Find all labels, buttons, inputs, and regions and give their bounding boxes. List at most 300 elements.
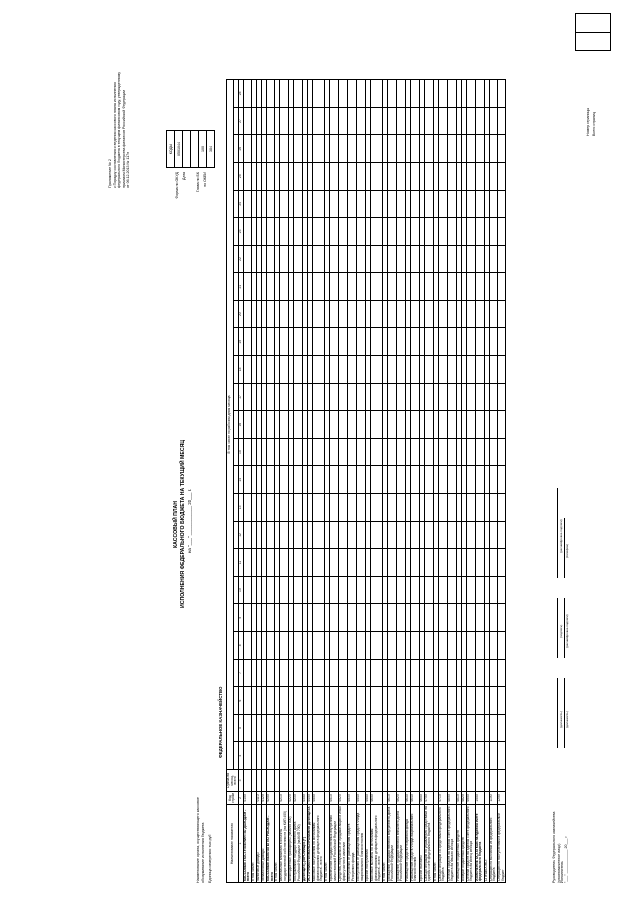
day-value-cell xyxy=(347,521,356,549)
day-value-cell xyxy=(280,273,289,301)
day-value-cell xyxy=(294,466,303,494)
day-value-cell xyxy=(338,245,347,273)
day-value-cell xyxy=(424,162,433,190)
day-value-cell xyxy=(370,659,382,687)
row-code: 0600 xyxy=(370,792,382,805)
day-value-cell xyxy=(466,245,475,273)
day-value-cell xyxy=(313,80,325,108)
row-code: 0800 xyxy=(447,792,456,805)
day-value-cell xyxy=(489,218,497,246)
day-value-cell xyxy=(475,494,484,522)
day-value-cell xyxy=(438,107,447,135)
attachment-line: к Порядку составления и ведения кассового плана исполнения xyxy=(112,82,117,188)
executor-position-caption: (должность) xyxy=(565,711,569,728)
day-value-cell xyxy=(410,521,419,549)
day-value-cell xyxy=(243,438,251,466)
day-value-cell xyxy=(313,549,325,577)
row-code: 0540 xyxy=(356,792,365,805)
day-value-cell xyxy=(329,218,338,246)
day-value-cell xyxy=(396,135,405,163)
table-row xyxy=(313,80,325,883)
day-value-cell xyxy=(489,521,497,549)
row-code: 0610 xyxy=(387,792,396,805)
row-code: 0100 xyxy=(243,792,251,805)
row-code: 0230 xyxy=(294,792,303,805)
day-value-cell xyxy=(396,80,405,108)
day-value-cell xyxy=(338,162,347,190)
day-value-cell xyxy=(280,742,289,770)
day-value-cell xyxy=(356,659,365,687)
day-value-cell xyxy=(424,549,433,577)
day-value-cell xyxy=(475,632,484,660)
day-value-cell xyxy=(424,742,433,770)
day-value-cell xyxy=(280,632,289,660)
day-value-cell xyxy=(243,190,251,218)
day-value-cell xyxy=(387,273,396,301)
day-value-cell xyxy=(475,162,484,190)
row-code: 0300 xyxy=(303,792,308,805)
day-value-cell xyxy=(438,218,447,246)
day-value-cell xyxy=(410,245,419,273)
day-value-cell xyxy=(338,80,347,108)
table-row xyxy=(243,80,251,883)
row-code: 0810 xyxy=(456,792,461,805)
day-value-cell xyxy=(410,135,419,163)
day-value-cell xyxy=(347,356,356,384)
table-header-row xyxy=(227,80,234,883)
column-number: 5 xyxy=(238,714,243,742)
day-value-cell xyxy=(266,604,274,632)
day-value-cell xyxy=(280,714,289,742)
row-name: Привлечение государственных внутренних заимствований Российской Федерации xyxy=(329,805,338,883)
codes-header: КОДЫ xyxy=(167,131,175,168)
table-row xyxy=(424,80,433,883)
table-row xyxy=(356,80,365,883)
day-value-cell xyxy=(424,218,433,246)
column-number: 8 xyxy=(238,632,243,660)
day-value-cell xyxy=(243,549,251,577)
row-name: Размещение средств Фонда национального благосостояния xyxy=(410,805,419,883)
day-value-cell xyxy=(294,632,303,660)
day-value-cell xyxy=(329,521,338,549)
day-value-cell xyxy=(338,190,347,218)
day-value-cell xyxy=(475,273,484,301)
day-value-cell xyxy=(497,714,505,742)
day-value-cell xyxy=(294,273,303,301)
day-value-cell xyxy=(396,273,405,301)
row-name: Остатки средств на едином счете федерального бюджета на конец месяца xyxy=(465,806,474,881)
day-value-cell xyxy=(329,742,338,770)
day-value-cell xyxy=(338,356,347,384)
day-value-cell xyxy=(280,687,289,715)
day-value-cell xyxy=(347,218,356,246)
day-value-cell xyxy=(475,604,484,632)
day-value-cell xyxy=(280,383,289,411)
row-sum xyxy=(438,770,447,792)
day-value-cell xyxy=(329,107,338,135)
day-value-cell xyxy=(243,521,251,549)
day-value-cell xyxy=(266,273,274,301)
day-value-cell xyxy=(313,411,325,439)
day-value-cell xyxy=(396,300,405,328)
day-value-cell xyxy=(356,218,365,246)
day-value-cell xyxy=(329,162,338,190)
day-value-cell xyxy=(266,135,274,163)
day-value-cell xyxy=(475,245,484,273)
day-value-cell xyxy=(396,742,405,770)
day-value-cell xyxy=(356,300,365,328)
day-value-cell xyxy=(338,604,347,632)
org-label: Наименование органа, осуществляющего кассовое xyxy=(196,797,200,883)
row-code: 0500 xyxy=(313,792,325,805)
row-name: Погашение государственного внутреннего долга Российской Федерации xyxy=(387,805,396,883)
day-value-cell xyxy=(447,438,456,466)
executor-decoding-caption: (расшифровка подписи) xyxy=(565,614,569,648)
day-value-cell xyxy=(294,742,303,770)
day-value-cell xyxy=(396,383,405,411)
day-value-cell xyxy=(387,687,396,715)
day-value-cell xyxy=(338,521,347,549)
day-value-cell xyxy=(424,714,433,742)
day-value-cell xyxy=(424,632,433,660)
column-number: 10 xyxy=(238,576,243,604)
row-name: Прочие поступления xyxy=(365,805,370,883)
day-value-cell xyxy=(294,411,303,439)
header-days: В том числе по рабочим дням месяца xyxy=(227,80,234,770)
row-name: в том числе: xyxy=(433,805,438,883)
day-value-cell xyxy=(370,273,382,301)
day-value-cell xyxy=(266,218,274,246)
column-number: 21 xyxy=(238,273,243,301)
day-value-cell xyxy=(489,300,497,328)
row-sum xyxy=(447,770,456,792)
day-value-cell xyxy=(294,494,303,522)
day-value-cell xyxy=(475,576,484,604)
day-value-cell xyxy=(497,300,505,328)
row-name: ИСТОЧНИКИ ФИНАНСИРОВАНИЯ ДЕФИЦИТА xyxy=(307,806,312,881)
day-value-cell xyxy=(438,521,447,549)
day-value-cell xyxy=(347,604,356,632)
row-code: 0710 xyxy=(438,792,447,805)
column-number: 19 xyxy=(238,328,243,356)
day-value-cell xyxy=(313,135,325,163)
day-value-cell xyxy=(489,466,497,494)
day-value-cell xyxy=(489,356,497,384)
day-value-cell xyxy=(396,328,405,356)
day-value-cell xyxy=(387,328,396,356)
day-value-cell xyxy=(338,687,347,715)
day-value-cell xyxy=(447,659,456,687)
day-value-cell xyxy=(447,190,456,218)
day-value-cell xyxy=(338,273,347,301)
day-value-cell xyxy=(396,218,405,246)
day-value-cell xyxy=(266,383,274,411)
day-value-cell xyxy=(396,521,405,549)
row-code: 0620 xyxy=(396,792,405,805)
day-value-cell xyxy=(396,162,405,190)
day-value-cell xyxy=(387,162,396,190)
day-value-cell xyxy=(329,411,338,439)
table-row xyxy=(475,80,484,883)
day-value-cell xyxy=(266,687,274,715)
row-code: 0520 xyxy=(338,792,347,805)
day-value-cell xyxy=(447,494,456,522)
day-value-cell xyxy=(280,328,289,356)
day-value-cell xyxy=(424,411,433,439)
day-value-cell xyxy=(356,135,365,163)
day-value-cell xyxy=(294,356,303,384)
day-value-cell xyxy=(396,549,405,577)
row-name: Размещение средств Резервного фонда xyxy=(405,805,410,883)
day-value-cell xyxy=(329,438,338,466)
head-signature-label-2: (уполномоченное лицо) xyxy=(557,843,561,883)
day-value-cell xyxy=(266,576,274,604)
executor-phone-caption: (телефон) xyxy=(565,543,569,558)
day-value-cell xyxy=(475,714,484,742)
day-value-cell xyxy=(387,659,396,687)
day-value-cell xyxy=(489,714,497,742)
day-value-cell xyxy=(466,714,475,742)
day-value-cell xyxy=(313,328,325,356)
day-value-cell xyxy=(370,190,382,218)
attachment-line: федерального бюджета в текущем финансовом году, утвержденному xyxy=(117,72,122,188)
day-value-cell xyxy=(497,438,505,466)
day-value-cell xyxy=(497,494,505,522)
day-value-cell xyxy=(338,218,347,246)
head-position-caption: (должность) xyxy=(559,711,563,728)
day-value-cell xyxy=(497,632,505,660)
day-value-cell xyxy=(370,632,382,660)
row-code: 0640 xyxy=(410,792,419,805)
day-value-cell xyxy=(329,328,338,356)
day-value-cell xyxy=(347,162,356,190)
day-value-cell xyxy=(370,245,382,273)
day-value-cell xyxy=(347,245,356,273)
day-value-cell xyxy=(424,328,433,356)
row-sum xyxy=(424,770,433,792)
attachment-line: от 06.12.2013 № 117н xyxy=(126,151,131,188)
day-value-cell xyxy=(466,632,475,660)
day-value-cell xyxy=(466,494,475,522)
day-value-cell xyxy=(243,328,251,356)
column-number: 14 xyxy=(238,466,243,494)
day-value-cell xyxy=(438,438,447,466)
day-value-cell xyxy=(266,411,274,439)
row-name: Погашение государственного внешнего долга Российской Федерации xyxy=(396,805,405,883)
day-value-cell xyxy=(338,742,347,770)
day-value-cell xyxy=(280,659,289,687)
day-value-cell xyxy=(438,632,447,660)
table-row xyxy=(266,80,274,883)
form-title: КАССОВЫЙ ПЛАН xyxy=(173,500,179,548)
day-value-cell xyxy=(294,604,303,632)
day-value-cell xyxy=(424,245,433,273)
table-row xyxy=(347,80,356,883)
day-value-cell xyxy=(466,687,475,715)
day-value-cell xyxy=(489,328,497,356)
day-value-cell xyxy=(329,273,338,301)
column-number: 22 xyxy=(238,245,243,273)
table-row xyxy=(410,80,419,883)
day-value-cell xyxy=(447,576,456,604)
day-value-cell xyxy=(475,356,484,384)
day-value-cell xyxy=(424,135,433,163)
day-value-cell xyxy=(447,107,456,135)
day-value-cell xyxy=(266,549,274,577)
day-value-cell xyxy=(243,162,251,190)
row-sum xyxy=(396,770,405,792)
day-value-cell xyxy=(497,604,505,632)
header-name: Наименование показателя xyxy=(227,805,239,883)
day-value-cell xyxy=(438,466,447,494)
day-value-cell xyxy=(280,521,289,549)
day-value-cell xyxy=(243,356,251,384)
day-value-cell xyxy=(280,576,289,604)
okud-code: 0501044 xyxy=(175,131,183,168)
day-value-cell xyxy=(313,273,325,301)
day-value-cell xyxy=(497,273,505,301)
day-value-cell xyxy=(438,190,447,218)
row-code: 0900 xyxy=(466,792,475,805)
row-sum xyxy=(313,770,325,792)
day-value-cell xyxy=(447,687,456,715)
org-label-2: обслуживание исполнения бюджета xyxy=(201,822,205,883)
day-value-cell xyxy=(387,742,396,770)
day-value-cell xyxy=(329,466,338,494)
day-value-cell xyxy=(347,494,356,522)
day-value-cell xyxy=(280,356,289,384)
day-value-cell xyxy=(313,190,325,218)
day-value-cell xyxy=(387,632,396,660)
day-value-cell xyxy=(280,411,289,439)
day-value-cell xyxy=(447,300,456,328)
day-value-cell xyxy=(497,190,505,218)
day-value-cell xyxy=(396,494,405,522)
day-value-cell xyxy=(438,714,447,742)
day-value-cell xyxy=(280,604,289,632)
day-value-cell xyxy=(266,300,274,328)
day-value-cell xyxy=(338,714,347,742)
day-value-cell xyxy=(347,107,356,135)
day-value-cell xyxy=(329,549,338,577)
row-code: 0650 xyxy=(419,792,424,805)
day-value-cell xyxy=(387,714,396,742)
day-value-cell xyxy=(347,80,356,108)
day-value-cell xyxy=(497,742,505,770)
day-value-cell xyxy=(266,245,274,273)
day-value-cell xyxy=(313,521,325,549)
day-value-cell xyxy=(438,383,447,411)
row-name: в том числе: xyxy=(324,805,329,883)
day-value-cell xyxy=(387,549,396,577)
agency-name: ФЕДЕРАЛЬНОЕ КАЗНАЧЕЙСТВО xyxy=(218,686,223,758)
day-value-cell xyxy=(370,714,382,742)
day-value-cell xyxy=(313,356,325,384)
day-value-cell xyxy=(497,218,505,246)
day-value-cell xyxy=(497,107,505,135)
date-label: Дата xyxy=(182,172,186,180)
day-value-cell xyxy=(356,383,365,411)
day-value-cell xyxy=(497,549,505,577)
row-name: Поступления от размещения средств Резервного фонда xyxy=(347,805,356,883)
day-value-cell xyxy=(410,438,419,466)
form-subtitle: ИСПОЛНЕНИЯ ФЕДЕРАЛЬНОГО БЮДЖЕТА НА ТЕКУЩИЙ МЕСЯЦ xyxy=(180,439,186,608)
day-value-cell xyxy=(410,411,419,439)
row-name: Поступления от размещения средств Фонда национального благосостояния xyxy=(356,805,365,883)
day-value-cell xyxy=(410,300,419,328)
total-pages-label: Всего страниц xyxy=(592,112,596,136)
day-value-cell xyxy=(356,604,365,632)
day-value-cell xyxy=(313,494,325,522)
row-code: 0400 xyxy=(308,792,313,805)
table-row xyxy=(329,80,338,883)
day-value-cell xyxy=(243,659,251,687)
day-value-cell xyxy=(497,466,505,494)
row-sum xyxy=(338,770,347,792)
day-value-cell xyxy=(466,521,475,549)
day-value-cell xyxy=(370,300,382,328)
column-number: 7 xyxy=(238,659,243,687)
column-number: 27 xyxy=(238,107,243,135)
row-code: 1100 xyxy=(489,792,497,805)
form-date-line: на "___" ____________ 20___ г. xyxy=(187,489,192,553)
head-decoding-line xyxy=(557,488,558,578)
day-value-cell xyxy=(424,659,433,687)
day-value-cell xyxy=(424,687,433,715)
day-value-cell xyxy=(280,80,289,108)
day-value-cell xyxy=(447,466,456,494)
day-value-cell xyxy=(438,494,447,522)
row-code: 0200 xyxy=(266,792,274,805)
okud-label: Форма по ОКУД xyxy=(175,172,179,199)
table-row xyxy=(489,80,497,883)
day-value-cell xyxy=(266,521,274,549)
head-position-line xyxy=(557,678,558,748)
day-value-cell xyxy=(497,659,505,687)
day-value-cell xyxy=(356,190,365,218)
day-value-cell xyxy=(280,549,289,577)
day-value-cell xyxy=(266,742,274,770)
row-name: капитальные вложения в объекты государственной собственности (на КИП 400) xyxy=(280,805,289,883)
day-value-cell xyxy=(466,604,475,632)
day-value-cell xyxy=(266,466,274,494)
day-value-cell xyxy=(447,604,456,632)
day-value-cell xyxy=(497,576,505,604)
day-value-cell xyxy=(466,438,475,466)
okei-code: 384 xyxy=(207,131,215,168)
day-value-cell xyxy=(329,714,338,742)
day-value-cell xyxy=(466,162,475,190)
row-name: Сальдо операций по управлению средствами на едином счете федерального бюджета xyxy=(423,806,432,881)
day-value-cell xyxy=(466,466,475,494)
day-value-cell xyxy=(438,659,447,687)
day-value-cell xyxy=(447,218,456,246)
table-row xyxy=(447,80,456,883)
day-value-cell xyxy=(347,328,356,356)
row-name: в том числе: xyxy=(251,805,256,883)
day-value-cell xyxy=(347,273,356,301)
table-row xyxy=(370,80,382,883)
day-value-cell xyxy=(347,687,356,715)
day-value-cell xyxy=(410,328,419,356)
head-decoding-caption: (расшифровка подписи) xyxy=(559,519,563,553)
day-value-cell xyxy=(396,687,405,715)
day-value-cell xyxy=(347,576,356,604)
day-value-cell xyxy=(424,521,433,549)
day-value-cell xyxy=(243,411,251,439)
day-value-cell xyxy=(447,411,456,439)
day-value-cell xyxy=(489,190,497,218)
